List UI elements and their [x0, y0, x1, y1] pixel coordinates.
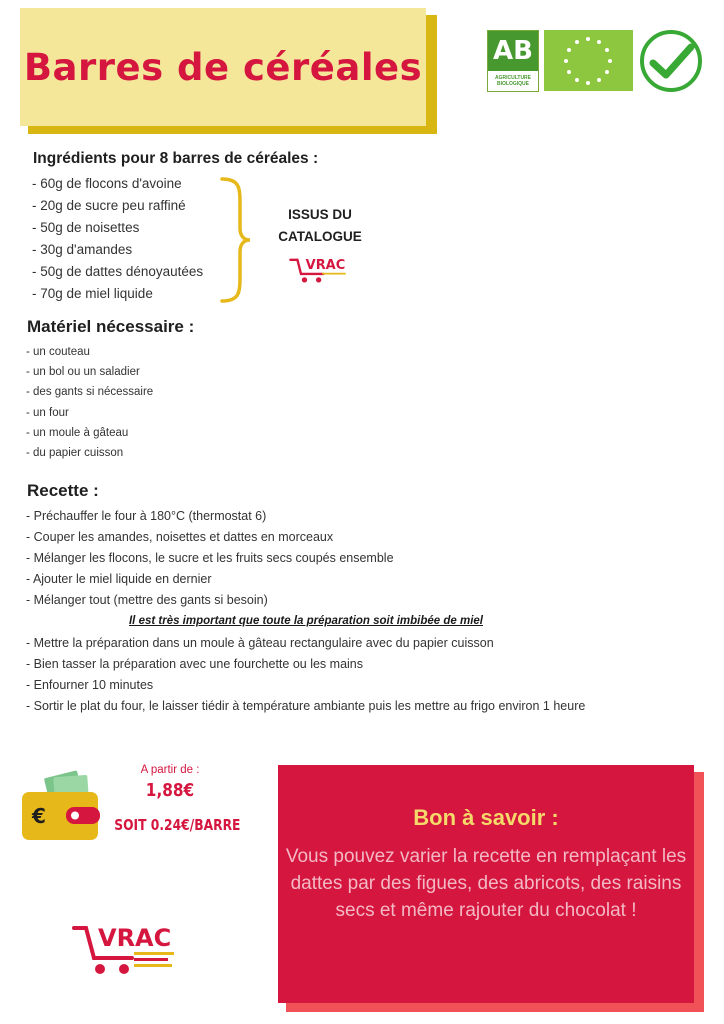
info-heading: Bon à savoir : — [413, 805, 559, 830]
list-item: - 50g de dattes dénoyautées — [32, 264, 204, 279]
catalogue-source-label: ISSUS DU CATALOGUE — [278, 207, 362, 244]
ab-logo-caption: AGRICULTURE BIOLOGIQUE — [494, 75, 531, 87]
materiel-list — [26, 342, 153, 463]
list-item: - des gants si nécessaire — [26, 386, 154, 399]
recipe-step: - Préchauffer le four à 180°C (thermostat 6) — [26, 509, 267, 523]
page-title: Barres de céréales — [23, 45, 423, 89]
ab-organic-logo — [487, 30, 539, 92]
list-item: - 50g de noisettes — [32, 220, 140, 235]
price-block — [102, 762, 241, 838]
price-amount: 1,88€ — [145, 780, 195, 801]
currency-symbol: € — [32, 804, 46, 828]
list-item: - 60g de flocons d'avoine — [32, 176, 182, 191]
list-item: - 70g de miel liquide — [32, 286, 153, 301]
recette-heading: Recette : — [27, 481, 99, 500]
ingredients-heading: Ingrédients pour 8 barres de céréales : — [33, 150, 319, 167]
info-text: Vous pouvez varier la recette en remplaçant les dattes par des figues, des abricots, des raisins secs et même rajouter du chocolat ! — [285, 846, 687, 921]
price-from-label: A partir de : — [140, 764, 200, 776]
title-banner — [20, 8, 426, 126]
recette-steps — [26, 506, 586, 717]
svg-text:VRAC: VRAC — [305, 258, 346, 274]
list-item: - un couteau — [26, 346, 90, 358]
wallet-icon — [20, 770, 102, 842]
ingredients-list — [32, 173, 203, 305]
recipe-step: - Mélanger les flocons, le sucre et les fruits secs coupés ensemble — [26, 551, 394, 566]
list-item: - un moule à gâteau — [26, 426, 129, 439]
vrac-logo — [70, 918, 182, 980]
vrac-logo-letters: VRAC — [98, 924, 172, 952]
list-item: - un four — [26, 406, 69, 419]
bon-a-savoir-box — [278, 765, 694, 1003]
recipe-step: - Enfourner 10 minutes — [26, 677, 154, 692]
recipe-step: - Sortir le plat du four, le laisser tiédir à température ambiante puis les mettre au frigo environ 1 heure — [26, 698, 586, 713]
materiel-heading: Matériel nécessaire : — [27, 317, 195, 336]
vrac-logo-small — [288, 252, 354, 290]
price-per-bar: SOIT 0.24€/BARRE — [114, 816, 241, 834]
list-item: - du papier cuisson — [26, 447, 124, 460]
eu-organic-leaf-logo — [544, 30, 633, 91]
recipe-step: - Mettre la préparation dans un moule à gâteau rectangulaire avec du papier cuisson — [26, 635, 494, 650]
list-item: - un bol ou un saladier — [26, 366, 140, 379]
recipe-step: - Ajouter le miel liquide en dernier — [26, 572, 212, 587]
important-note: Il est très important que toute la préparation soit imbibée de miel — [128, 615, 483, 628]
curly-brace-icon — [218, 176, 252, 304]
recipe-step: - Couper les amandes, noisettes et dattes en morceaux — [26, 530, 334, 545]
recipe-step: - Mélanger tout (mettre des gants si besoin) — [26, 593, 268, 608]
recipe-step: - Bien tasser la préparation avec une fourchette ou les mains — [26, 656, 363, 671]
list-item: - 20g de sucre peu raffiné — [32, 198, 186, 213]
list-item: - 30g d'amandes — [32, 242, 133, 257]
ab-logo-letters: AB — [488, 31, 538, 71]
check-icon — [639, 29, 703, 93]
